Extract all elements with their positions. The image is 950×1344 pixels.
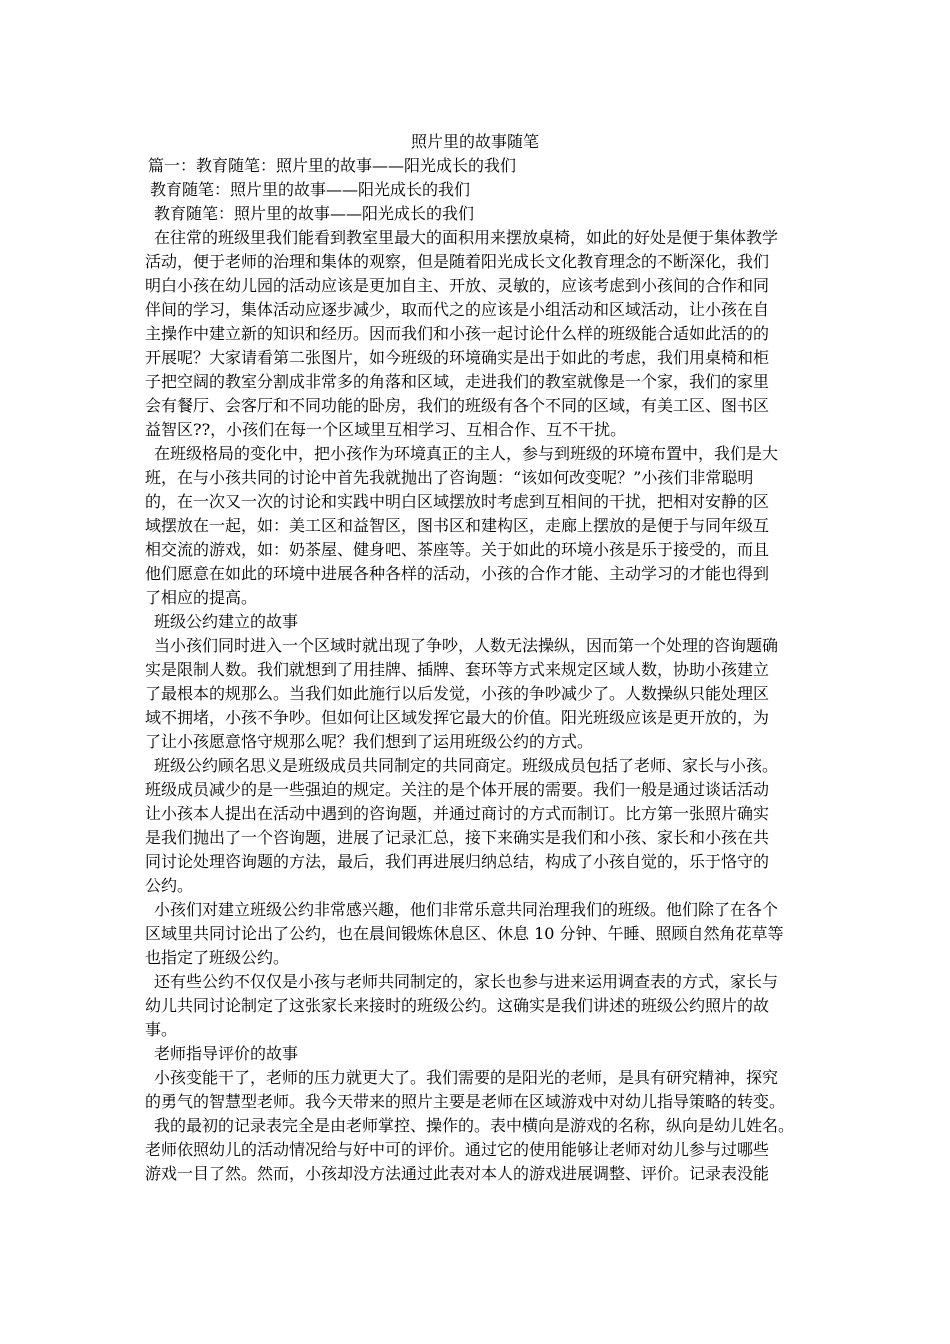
text-line: 让小孩本人提出在活动中遇到的咨询题，并通过商讨的方式而制订。比方第一张照片确实: [145, 804, 770, 823]
text-line: 还有些公约不仅仅是小孩与老师共同制定的，家长也参与进来运用调查表的方式，家长与: [154, 972, 779, 991]
text-line: 域摆放在一起，如：美工区和益智区，图书区和建构区，走廊上摆放的是便于与同年级互: [145, 516, 770, 535]
text-line: 的，在一次又一次的讨论和实践中明白区域摆放时考虑到互相间的干扰，把相对安静的区: [145, 492, 770, 511]
text-line: 老师依照幼儿的活动情况给与好中可的评价。通过它的使用能够让老师对幼儿参与过哪些: [145, 1140, 770, 1159]
text-line: 他们愿意在如此的环境中进展各种各样的活动，小孩的合作才能、主动学习的才能也得到: [145, 564, 770, 583]
text-line: 篇一：教育随笔：照片里的故事——阳光成长的我们: [148, 156, 517, 175]
text-line: 同讨论处理咨询题的方法，最后，我们再进展归纳总结，构成了小孩自觉的，乐于恪守的: [145, 852, 770, 871]
text-line: 小孩变能干了，老师的压力就更大了。我们需要的是阳光的老师，是具有研究精神，探究: [154, 1068, 779, 1087]
text-line: 也指定了班级公约。: [145, 948, 290, 967]
text-line: 开展呢？大家请看第二张图片，如今班级的环境确实是出于如此的考虑，我们用桌椅和柜: [145, 348, 770, 367]
text-line: 在往常的班级里我们能看到教室里最大的面积用来摆放桌椅，如此的好处是便于集体教学: [154, 228, 779, 247]
text-line: 我的最初的记录表完全是由老师掌控、操作的。表中横向是游戏的名称，纵向是幼儿姓名。: [154, 1116, 795, 1135]
text-line: 会有餐厅、会客厅和不同功能的卧房，我们的班级有各个不同的区域，有美工区、图书区: [145, 396, 770, 415]
text-line: 了最根本的规那么。当我们如此施行以后发觉，小孩的争吵减少了。人数操纵只能处理区: [145, 684, 770, 703]
text-line: 域不拥堵，小孩不争吵。但如何让区域发挥它最大的价值。阳光班级应该是更开放的，为: [145, 708, 770, 727]
text-line: 了相应的提高。: [145, 588, 258, 607]
text-line: 班级成员减少的是一些强迫的规定。关注的是个体开展的需要。我们一般是通过谈话活动: [145, 780, 770, 799]
text-line: 教育随笔：照片里的故事——阳光成长的我们: [154, 204, 475, 223]
text-line: 班，在与小孩共同的讨论中首先我就抛出了咨询题：“该如何改变呢？”小孩们非常聪明: [145, 468, 754, 487]
text-line: 事。: [145, 1020, 178, 1039]
text-line: 是我们抛出了一个咨询题，进展了记录汇总，接下来确实是我们和小孩、家长和小孩在共: [145, 828, 770, 847]
text-line: 明白小孩在幼儿园的活动应该是更加自主、开放、灵敏的，应该考虑到小孩间的合作和同: [145, 276, 770, 295]
text-line: 游戏一目了然。然而，小孩却没方法通过此表对本人的游戏进展调整、评价。记录表没能: [145, 1164, 770, 1183]
text-line: 伴间的学习，集体活动应逐步减少，取而代之的应该是小组活动和区域活动，让小孩在自: [145, 300, 770, 319]
text-line: 当小孩们同时进入一个区域时就出现了争吵，人数无法操纵，因而第一个处理的咨询题确: [154, 636, 779, 655]
text-line: 幼儿共同讨论制定了这张家长来接时的班级公约。这确实是我们讲述的班级公约照片的故: [145, 996, 770, 1015]
text-line: 主操作中建立新的知识和经历。因而我们和小孩一起讨论什么样的班级能合适如此活的的: [145, 324, 770, 343]
text-line: 子把空阔的教室分割成非常多的角落和区域，走进我们的教室就像是一个家，我们的家里: [145, 372, 770, 391]
text-line: 实是限制人数。我们就想到了用挂牌、插牌、套环等方式来规定区域人数，协助小孩建立: [145, 660, 770, 679]
text-line: 班级公约顾名思义是班级成员共同制定的共同商定。班级成员包括了老师、家长与小孩。: [154, 756, 779, 775]
text-line: 益智区??，小孩们在每一个区域里互相学习、互相合作、互不干扰。: [145, 420, 627, 439]
text-line: 公约。: [145, 876, 194, 895]
text-line: 老师指导评价的故事: [154, 1044, 299, 1063]
text-line: 小孩们对建立班级公约非常感兴趣，他们非常乐意共同治理我们的班级。他们除了在各个: [154, 900, 779, 919]
text-line: 在班级格局的变化中，把小孩作为环境真正的主人，参与到班级的环境布置中，我们是大: [154, 444, 779, 463]
text-line: 区域里共同讨论出了公约，也在晨间锻炼休息区、休息 10 分钟、午睡、照顾自然角花草等: [145, 924, 784, 943]
text-line: 的勇气的智慧型老师。我今天带来的照片主要是老师在区域游戏中对幼儿指导策略的转变。: [145, 1092, 786, 1111]
document-title: 照片里的故事随笔: [411, 132, 540, 151]
text-line: 相交流的游戏，如：奶茶屋、健身吧、茶座等。关于如此的环境小孩是乐于接受的，而且: [145, 540, 770, 559]
text-line: 活动，便于老师的治理和集体的观察，但是随着阳光成长文化教育理念的不断深化，我们: [145, 252, 770, 271]
text-line: 了让小孩愿意恪守规那么呢？我们想到了运用班级公约的方式。: [145, 732, 594, 751]
text-line: 教育随笔：照片里的故事——阳光成长的我们: [150, 180, 471, 199]
text-line: 班级公约建立的故事: [154, 612, 299, 631]
